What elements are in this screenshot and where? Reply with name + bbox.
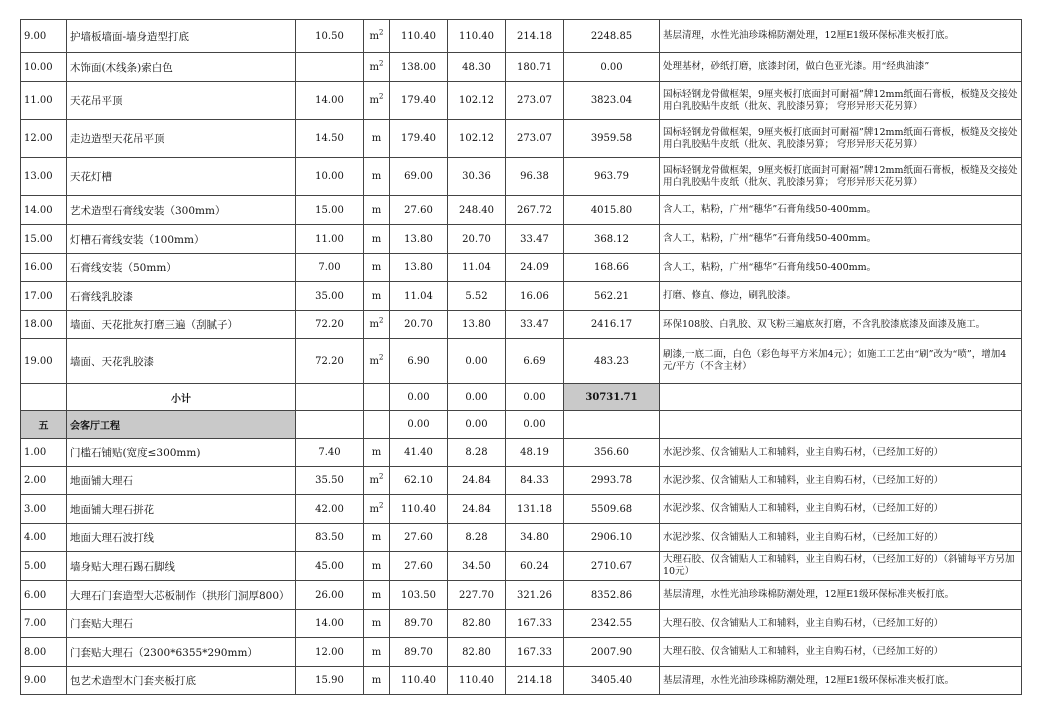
subtotal-unit-cell[interactable] (364, 384, 390, 411)
table-row (21, 495, 1022, 524)
item-number-cell[interactable]: 12.00 (21, 120, 67, 158)
table-row (21, 120, 1022, 158)
material-price-cell[interactable]: 69.00 (390, 158, 448, 196)
item-name-cell[interactable]: 地面铺大理石拼花 (67, 495, 296, 524)
item-name-cell[interactable]: 护墙板墙面-墙身造型打底 (67, 20, 296, 53)
item-number-cell[interactable]: 17.00 (21, 282, 67, 311)
quantity-cell[interactable]: 7.40 (296, 439, 364, 467)
unit-text: m (369, 355, 379, 367)
item-number-cell[interactable]: 9.00 (21, 20, 67, 53)
material-price-cell[interactable]: 89.70 (390, 638, 448, 667)
item-number-cell[interactable]: 5.00 (21, 552, 67, 581)
labor-price-cell[interactable]: 11.04 (448, 254, 506, 282)
material-price-cell[interactable]: 62.10 (390, 467, 448, 495)
unit-price-cell[interactable]: 60.24 (506, 552, 564, 581)
unit-cell[interactable] (364, 282, 390, 311)
table-row (21, 20, 1022, 53)
table-row (21, 610, 1022, 638)
total-cell[interactable]: 3959.58 (564, 120, 660, 158)
total-cell[interactable]: 2993.78 (564, 467, 660, 495)
quantity-cell[interactable]: 35.00 (296, 282, 364, 311)
item-name-cell[interactable]: 门套贴大理石（2300*6355*290mm） (67, 638, 296, 667)
unit-exponent: 2 (379, 28, 384, 37)
total-cell[interactable]: 2248.85 (564, 20, 660, 53)
unit-exponent: 2 (379, 59, 384, 68)
table-row (21, 524, 1022, 552)
item-number-cell[interactable]: 14.00 (21, 196, 67, 225)
material-price-cell[interactable]: 179.40 (390, 82, 448, 120)
item-number-cell[interactable]: 18.00 (21, 311, 67, 339)
unit-price-cell[interactable]: 321.26 (506, 581, 564, 610)
material-price-cell[interactable]: 6.90 (390, 339, 448, 384)
total-cell[interactable]: 2710.67 (564, 552, 660, 581)
material-price-cell[interactable]: 110.40 (390, 667, 448, 695)
item-number-cell[interactable]: 16.00 (21, 254, 67, 282)
item-number-cell[interactable]: 1.00 (21, 439, 67, 467)
description-cell[interactable]: 刷漆,一底二面，白色（彩色每平方米加4元）；如施工工艺由“刷”改为“喷”，增加4元/平方（不含主材） (660, 339, 1022, 384)
unit-exponent: 2 (379, 353, 384, 362)
section-total-cell[interactable] (564, 411, 660, 439)
item-name-cell[interactable]: 门套贴大理石 (67, 610, 296, 638)
item-name-cell[interactable]: 墙面、天花乳胶漆 (67, 339, 296, 384)
item-number-cell[interactable]: 15.00 (21, 225, 67, 254)
unit-price-cell[interactable]: 96.38 (506, 158, 564, 196)
total-cell[interactable]: 0.00 (564, 53, 660, 82)
table-row (21, 53, 1022, 82)
total-cell[interactable]: 3823.04 (564, 82, 660, 120)
unit-text: m (369, 95, 379, 106)
description-cell[interactable]: 水泥沙浆、仅含铺贴人工和辅料，业主自购石材，（已经加工好的） (660, 439, 1022, 467)
unit-text: m (371, 447, 382, 458)
quotation-table (20, 19, 1022, 695)
quantity-cell[interactable]: 14.50 (296, 120, 364, 158)
unit-cell[interactable] (364, 158, 390, 196)
material-price-cell[interactable]: 179.40 (390, 120, 448, 158)
total-cell[interactable]: 2906.10 (564, 524, 660, 552)
item-number-cell[interactable]: 10.00 (21, 53, 67, 82)
quantity-cell[interactable]: 15.90 (296, 667, 364, 695)
labor-price-cell[interactable]: 82.80 (448, 610, 506, 638)
unit-cell[interactable] (364, 439, 390, 467)
material-price-cell[interactable]: 11.04 (390, 282, 448, 311)
unit-price-cell[interactable]: 267.72 (506, 196, 564, 225)
item-number-cell[interactable]: 13.00 (21, 158, 67, 196)
labor-price-cell[interactable]: 48.30 (448, 53, 506, 82)
item-name-cell[interactable]: 门槛石铺贴(宽度≤300mm) (67, 439, 296, 467)
section-material-cell[interactable]: 0.00 (390, 411, 448, 439)
subtotal-row (21, 384, 1022, 411)
table-row (21, 339, 1022, 384)
unit-text: m (371, 204, 382, 216)
unit-cell[interactable] (364, 610, 390, 638)
unit-cell[interactable] (364, 467, 390, 495)
description-cell[interactable]: 大理石胶、仅含铺贴人工和辅料，业主自购石材，（已经加工好的）（斜铺每平方另加10元） (660, 552, 1022, 581)
item-name-cell[interactable]: 艺术造型石膏线安装（300mm） (67, 196, 296, 225)
table-row (21, 225, 1022, 254)
unit-price-cell[interactable]: 214.18 (506, 20, 564, 53)
table-row (21, 196, 1022, 225)
description-cell[interactable]: 水泥沙浆、仅含铺贴人工和辅料，业主自购石材，（已经加工好的） (660, 467, 1022, 495)
table-row (21, 82, 1022, 120)
unit-price-cell[interactable]: 16.06 (506, 282, 564, 311)
labor-price-cell[interactable]: 30.36 (448, 158, 506, 196)
unit-price-cell[interactable]: 273.07 (506, 120, 564, 158)
labor-price-cell[interactable]: 110.40 (448, 667, 506, 695)
description-cell[interactable]: 基层清理，水性光油珍珠棉防潮处理，12厘E1级环保标准夹板打底。 (660, 581, 1022, 610)
unit-text: m (371, 233, 382, 245)
unit-text: m (371, 675, 382, 686)
quantity-cell[interactable]: 45.00 (296, 552, 364, 581)
unit-text: m (371, 532, 382, 543)
description-cell[interactable]: 国标轻钢龙骨做框架，9厘夹板打底面封可耐福”牌12mm纸面石膏板，板缝及交接处用白乳胶贴牛皮纸（批灰、乳胶漆另算； 穹形异形天花另算） (660, 158, 1022, 196)
item-name-cell[interactable]: 石膏线安装（50mm） (67, 254, 296, 282)
unit-text: m (371, 262, 382, 273)
item-name-cell[interactable]: 大理石门套造型大芯板制作（拱形门洞厚800） (67, 581, 296, 610)
labor-price-cell[interactable]: 110.40 (448, 20, 506, 53)
item-number-cell[interactable]: 11.00 (21, 82, 67, 120)
unit-text: m (369, 319, 379, 330)
section-qty-cell[interactable] (296, 411, 364, 439)
total-cell[interactable]: 2007.90 (564, 638, 660, 667)
unit-cell[interactable] (364, 196, 390, 225)
labor-price-cell[interactable]: 24.84 (448, 467, 506, 495)
unit-cell[interactable] (364, 120, 390, 158)
subtotal-material-cell[interactable]: 0.00 (390, 384, 448, 411)
total-cell[interactable]: 2416.17 (564, 311, 660, 339)
item-name-cell[interactable]: 走边造型天花吊平顶 (67, 120, 296, 158)
item-number-cell[interactable]: 8.00 (21, 638, 67, 667)
item-number-cell[interactable]: 7.00 (21, 610, 67, 638)
total-cell[interactable]: 562.21 (564, 282, 660, 311)
description-cell[interactable]: 含人工，粘粉，广州“穗华”石膏角线50-400mm。 (660, 225, 1022, 254)
unit-price-cell[interactable]: 6.69 (506, 339, 564, 384)
total-cell[interactable]: 356.60 (564, 439, 660, 467)
quantity-cell[interactable]: 15.00 (296, 196, 364, 225)
unit-cell[interactable] (364, 311, 390, 339)
unit-cell[interactable] (364, 254, 390, 282)
section-number-cell[interactable]: 五 (21, 411, 67, 439)
unit-cell[interactable] (364, 552, 390, 581)
description-cell[interactable]: 基层清理，水性光油珍珠棉防潮处理，12厘E1级环保标准夹板打底。 (660, 667, 1022, 695)
material-price-cell[interactable]: 20.70 (390, 311, 448, 339)
subtotal-qty-cell[interactable] (296, 384, 364, 411)
total-cell[interactable]: 2342.55 (564, 610, 660, 638)
unit-text: m (369, 475, 379, 486)
unit-price-cell[interactable]: 167.33 (506, 638, 564, 667)
unit-price-cell[interactable]: 180.71 (506, 53, 564, 82)
unit-text: m (371, 589, 382, 601)
quantity-cell[interactable]: 10.50 (296, 20, 364, 53)
unit-text: m (369, 503, 379, 515)
unit-cell[interactable] (364, 638, 390, 667)
item-name-cell[interactable]: 天花灯槽 (67, 158, 296, 196)
labor-price-cell[interactable]: 102.12 (448, 120, 506, 158)
quantity-cell[interactable]: 26.00 (296, 581, 364, 610)
total-cell[interactable]: 963.79 (564, 158, 660, 196)
total-cell[interactable]: 168.66 (564, 254, 660, 282)
labor-price-cell[interactable]: 24.84 (448, 495, 506, 524)
table-row (21, 158, 1022, 196)
quantity-cell[interactable]: 14.00 (296, 82, 364, 120)
unit-text: m (371, 618, 382, 629)
total-cell[interactable]: 3405.40 (564, 667, 660, 695)
item-name-cell[interactable]: 包艺术造型木门套夹板打底 (67, 667, 296, 695)
unit-text: m (371, 560, 382, 572)
section-note-cell[interactable] (660, 411, 1022, 439)
item-name-cell[interactable]: 墙面、天花批灰打磨三遍（刮腻子） (67, 311, 296, 339)
unit-exponent: 2 (379, 472, 384, 481)
quantity-cell[interactable]: 7.00 (296, 254, 364, 282)
unit-cell[interactable] (364, 82, 390, 120)
description-cell[interactable]: 处理基材，砂纸打磨，底漆封闭，做白色亚光漆。用“经典油漆” (660, 53, 1022, 82)
quantity-cell[interactable]: 42.00 (296, 495, 364, 524)
section-labor-cell[interactable]: 0.00 (448, 411, 506, 439)
table-row (21, 254, 1022, 282)
total-cell[interactable]: 4015.80 (564, 196, 660, 225)
table-row (21, 311, 1022, 339)
subtotal-number-cell[interactable] (21, 384, 67, 411)
labor-price-cell[interactable]: 82.80 (448, 638, 506, 667)
total-cell[interactable]: 8352.86 (564, 581, 660, 610)
quantity-cell[interactable]: 11.00 (296, 225, 364, 254)
unit-cell[interactable] (364, 339, 390, 384)
table-row (21, 439, 1022, 467)
table-body (21, 20, 1022, 695)
item-number-cell[interactable]: 3.00 (21, 495, 67, 524)
labor-price-cell[interactable]: 34.50 (448, 552, 506, 581)
table-row (21, 282, 1022, 311)
unit-price-cell[interactable]: 33.47 (506, 225, 564, 254)
material-price-cell[interactable]: 27.60 (390, 524, 448, 552)
unit-exponent: 2 (379, 316, 384, 325)
unit-price-cell[interactable]: 131.18 (506, 495, 564, 524)
description-cell[interactable]: 基层清理，水性光油珍珠棉防潮处理，12厘E1级环保标准夹板打底。 (660, 20, 1022, 53)
material-price-cell[interactable]: 110.40 (390, 20, 448, 53)
unit-cell[interactable] (364, 524, 390, 552)
unit-price-cell[interactable]: 34.80 (506, 524, 564, 552)
unit-text: m (369, 30, 379, 42)
quantity-cell[interactable]: 35.50 (296, 467, 364, 495)
description-cell[interactable]: 国标轻钢龙骨做框架，9厘夹板打底面封可耐福”牌12mm纸面石膏板，板缝及交接处用白乳胶贴牛皮纸（批灰、乳胶漆另算； 穹形异形天花另算） (660, 120, 1022, 158)
material-price-cell[interactable]: 41.40 (390, 439, 448, 467)
unit-price-cell[interactable]: 84.33 (506, 467, 564, 495)
material-price-cell[interactable]: 103.50 (390, 581, 448, 610)
labor-price-cell[interactable]: 248.40 (448, 196, 506, 225)
material-price-cell[interactable]: 89.70 (390, 610, 448, 638)
unit-price-cell[interactable]: 273.07 (506, 82, 564, 120)
material-price-cell[interactable]: 13.80 (390, 254, 448, 282)
unit-price-cell[interactable]: 214.18 (506, 667, 564, 695)
item-number-cell[interactable]: 6.00 (21, 581, 67, 610)
unit-cell[interactable] (364, 225, 390, 254)
item-name-cell[interactable]: 地面铺大理石 (67, 467, 296, 495)
unit-price-cell[interactable]: 167.33 (506, 610, 564, 638)
table-row (21, 552, 1022, 581)
total-cell[interactable]: 5509.68 (564, 495, 660, 524)
total-cell[interactable]: 368.12 (564, 225, 660, 254)
unit-cell[interactable] (364, 53, 390, 82)
description-cell[interactable]: 含人工，粘粉，广州“穗华”石膏角线50-400mm。 (660, 196, 1022, 225)
quantity-cell[interactable]: 12.00 (296, 638, 364, 667)
unit-price-cell[interactable]: 48.19 (506, 439, 564, 467)
unit-price-cell[interactable]: 33.47 (506, 311, 564, 339)
unit-cell[interactable] (364, 581, 390, 610)
subtotal-note-cell[interactable] (660, 384, 1022, 411)
unit-exponent: 2 (379, 92, 384, 101)
quantity-cell[interactable]: 10.00 (296, 158, 364, 196)
unit-text: m (371, 171, 382, 182)
section-unit-price-cell[interactable]: 0.00 (506, 411, 564, 439)
quantity-cell[interactable]: 14.00 (296, 610, 364, 638)
description-cell[interactable]: 含人工，粘粉，广州“穗华”石膏角线50-400mm。 (660, 254, 1022, 282)
section-header-row (21, 411, 1022, 439)
subtotal-total-cell[interactable]: 30731.71 (564, 384, 660, 411)
unit-text: m (371, 133, 382, 144)
description-cell[interactable]: 水泥沙浆、仅含铺贴人工和辅料，业主自购石材，（已经加工好的） (660, 495, 1022, 524)
unit-text: m (371, 646, 382, 658)
quantity-cell[interactable] (296, 53, 364, 82)
unit-price-cell[interactable]: 24.09 (506, 254, 564, 282)
item-number-cell[interactable]: 9.00 (21, 667, 67, 695)
table-row (21, 467, 1022, 495)
item-name-cell[interactable]: 地面大理石波打线 (67, 524, 296, 552)
material-price-cell[interactable]: 138.00 (390, 53, 448, 82)
item-number-cell[interactable]: 19.00 (21, 339, 67, 384)
quotation-sheet (20, 19, 1021, 695)
item-name-cell[interactable]: 灯槽石膏线安装（100mm） (67, 225, 296, 254)
quantity-cell[interactable]: 72.20 (296, 311, 364, 339)
item-name-cell[interactable]: 石膏线乳胶漆 (67, 282, 296, 311)
item-number-cell[interactable]: 4.00 (21, 524, 67, 552)
table-row (21, 638, 1022, 667)
section-name-cell[interactable]: 会客厅工程 (67, 411, 296, 439)
labor-price-cell[interactable]: 13.80 (448, 311, 506, 339)
labor-price-cell[interactable]: 8.28 (448, 524, 506, 552)
item-number-cell[interactable]: 2.00 (21, 467, 67, 495)
table-row (21, 667, 1022, 695)
unit-cell[interactable] (364, 667, 390, 695)
subtotal-labor-cell[interactable]: 0.00 (448, 384, 506, 411)
unit-text: m (369, 61, 379, 73)
material-price-cell[interactable]: 27.60 (390, 196, 448, 225)
quantity-cell[interactable]: 83.50 (296, 524, 364, 552)
description-cell[interactable]: 大理石胶、仅含铺贴人工和辅料，业主自购石材，（已经加工好的） (660, 610, 1022, 638)
description-cell[interactable]: 大理石胶、仅含铺贴人工和辅料，业主自购石材，（已经加工好的） (660, 638, 1022, 667)
description-cell[interactable]: 环保108胶、白乳胶、双飞粉三遍底灰打磨，不含乳胶漆底漆及面漆及施工。 (660, 311, 1022, 339)
description-cell[interactable]: 打磨、修直、修边，刷乳胶漆。 (660, 282, 1022, 311)
quantity-cell[interactable]: 72.20 (296, 339, 364, 384)
table-row (21, 581, 1022, 610)
labor-price-cell[interactable]: 5.52 (448, 282, 506, 311)
unit-cell[interactable] (364, 495, 390, 524)
unit-text: m (371, 290, 382, 302)
subtotal-unit-price-cell[interactable]: 0.00 (506, 384, 564, 411)
item-name-cell[interactable]: 木饰面(木线条)索白色 (67, 53, 296, 82)
material-price-cell[interactable]: 27.60 (390, 552, 448, 581)
description-cell[interactable]: 国标轻钢龙骨做框架，9厘夹板打底面封可耐福”牌12mm纸面石膏板，板缝及交接处用白乳胶贴牛皮纸（批灰、乳胶漆另算； 穹形异形天花另算） (660, 82, 1022, 120)
total-cell[interactable]: 483.23 (564, 339, 660, 384)
labor-price-cell[interactable]: 0.00 (448, 339, 506, 384)
labor-price-cell[interactable]: 227.70 (448, 581, 506, 610)
unit-exponent: 2 (379, 501, 384, 510)
material-price-cell[interactable]: 13.80 (390, 225, 448, 254)
labor-price-cell[interactable]: 8.28 (448, 439, 506, 467)
labor-price-cell[interactable]: 102.12 (448, 82, 506, 120)
unit-cell[interactable] (364, 20, 390, 53)
section-unit-cell[interactable] (364, 411, 390, 439)
material-price-cell[interactable]: 110.40 (390, 495, 448, 524)
labor-price-cell[interactable]: 20.70 (448, 225, 506, 254)
description-cell[interactable]: 水泥沙浆、仅含铺贴人工和辅料，业主自购石材，（已经加工好的） (660, 524, 1022, 552)
item-name-cell[interactable]: 墙身贴大理石踢石脚线 (67, 552, 296, 581)
item-name-cell[interactable]: 天花吊平顶 (67, 82, 296, 120)
subtotal-label-cell[interactable]: 小计 (67, 384, 296, 411)
